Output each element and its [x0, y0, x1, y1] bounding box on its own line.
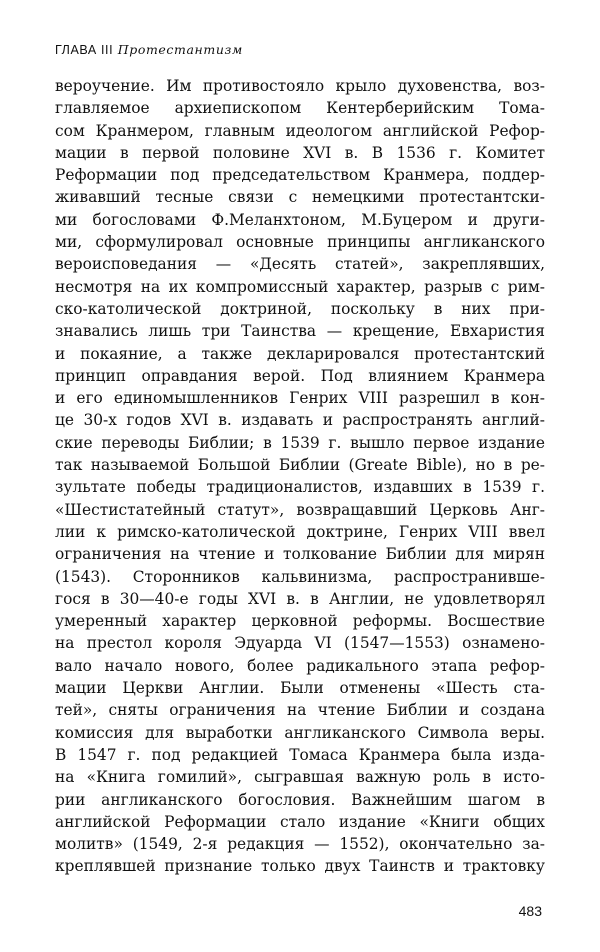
- text-line: и его единомышленников Генрих VIII разрешил в кон-: [55, 389, 545, 408]
- text-line: вероучение. Им противостояло крыло духовенства, воз-: [55, 77, 545, 95]
- text-line: тей», сняты ограничения на чтение Библии и создана: [55, 701, 545, 720]
- text-line: ми, сформулировал основные принципы англиканского: [55, 233, 545, 252]
- text-line: сом Кранмером, главным идеологом английской Рефор-: [55, 121, 545, 140]
- text-line: В 1547 г. под редакцией Томаса Кранмера была изда-: [55, 745, 545, 764]
- body-text: [55, 75, 545, 878]
- chapter-label: ГЛАВА III: [55, 43, 114, 57]
- text-line: лии к римско-католической доктрине, Генрих VIII ввел: [55, 522, 545, 541]
- chapter-title: Протестантизм: [117, 42, 243, 57]
- text-line: вало начало нового, более радикального этапа рефор-: [55, 656, 545, 675]
- text-line: ские переводы Библии; в 1539 г. вышло первое издание: [55, 433, 545, 452]
- text-line: главляемое архиепископом Кентерберийским Тома-: [55, 99, 545, 118]
- text-line: и покаяние, а также декларировался протестантский: [55, 344, 545, 363]
- text-line: Реформации под председательством Кранмера, поддер-: [55, 166, 545, 185]
- text-line: ми богословами Ф.Меланхтоном, М.Буцером и други-: [55, 210, 545, 229]
- text-line: мации Церкви Англии. Были отменены «Шесть ста-: [55, 679, 545, 698]
- text-line: так называемой Большой Библии (Greate Bible), но в ре-: [55, 456, 545, 475]
- text-line: «Шестистатейный статут», возвращавший Церковь Анг-: [55, 500, 545, 519]
- text-line: ско-католической доктриной, поскольку в них при-: [55, 299, 545, 318]
- text-line: ограничения на чтение и толкование Библии для мирян: [55, 545, 545, 564]
- text-line: рии англиканского богословия. Важнейшим шагом в: [55, 790, 545, 809]
- text-line: (1543). Сторонников кальвинизма, распространивше-: [55, 567, 545, 586]
- text-line: молитв» (1549, 2-я редакция — 1552), окончательно за-: [55, 835, 545, 854]
- text-line: це 30-х годов XVI в. издавать и распространять англий-: [55, 411, 545, 430]
- text-line: на престол короля Эдуарда VI (1547—1553) ознамено-: [55, 634, 545, 653]
- text-line: на «Книга гомилий», сыгравшая важную роль в исто-: [55, 768, 545, 787]
- text-line: зультате победы традиционалистов, издавших в 1539 г.: [55, 478, 545, 497]
- text-line: вероисповедания — «Десять статей», закреплявших,: [55, 255, 545, 274]
- text-line: английской Реформации стало издание «Книги общих: [55, 812, 545, 831]
- text-line: комиссия для выработки англиканского Символа веры.: [55, 723, 545, 742]
- running-header: [55, 42, 243, 57]
- text-line: принцип оправдания верой. Под влиянием Кранмера: [55, 366, 545, 385]
- text-line: мации в первой половине XVI в. В 1536 г. Комитет: [55, 143, 545, 162]
- text-line: гося в 30—40-е годы XVI в. в Англии, не удовлетворял: [55, 589, 545, 608]
- text-line: знавались лишь три Таинства — крещение, Евхаристия: [55, 322, 545, 341]
- page-number: 483: [518, 903, 542, 919]
- text-line: креплявшей признание только двух Таинств и трактовку: [55, 857, 545, 876]
- text-line: несмотря на их компромиссный характер, разрыв с рим-: [55, 277, 545, 296]
- text-line: умеренный характер церковной реформы. Восшествие: [55, 612, 545, 631]
- text-line: живавший тесные связи с немецкими протестантски-: [55, 188, 545, 207]
